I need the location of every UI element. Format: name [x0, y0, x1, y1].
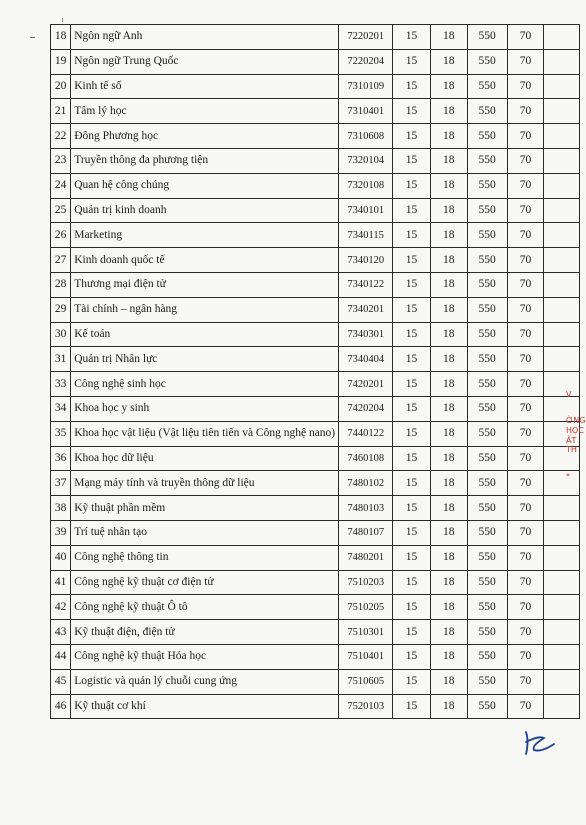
major-code: 7340101	[339, 198, 393, 223]
value-cell: 70	[507, 669, 544, 694]
major-code: 7340301	[339, 322, 393, 347]
major-code: 7440122	[339, 421, 393, 446]
row-number: 45	[51, 669, 71, 694]
major-code: 7460108	[339, 446, 393, 471]
value-cell: 550	[467, 496, 507, 521]
value-cell: 550	[467, 223, 507, 248]
major-code: 7310401	[339, 99, 393, 124]
stamp-text-line: *	[566, 472, 570, 481]
note-cell	[544, 545, 580, 570]
value-cell: 70	[507, 520, 544, 545]
table-row	[51, 148, 580, 173]
value-cell: 18	[430, 248, 467, 273]
table-row	[51, 347, 580, 372]
table-row	[51, 421, 580, 446]
major-code: 7480103	[339, 496, 393, 521]
table-row	[51, 272, 580, 297]
major-code: 7320104	[339, 148, 393, 173]
value-cell: 18	[430, 669, 467, 694]
value-cell: 550	[467, 620, 507, 645]
value-cell: 18	[430, 148, 467, 173]
value-cell: 550	[467, 396, 507, 421]
note-cell	[544, 347, 580, 372]
note-cell	[544, 595, 580, 620]
major-code: 7340404	[339, 347, 393, 372]
value-cell: 18	[430, 570, 467, 595]
row-number: 21	[51, 99, 71, 124]
value-cell: 15	[393, 322, 430, 347]
value-cell: 18	[430, 198, 467, 223]
majors-table-body	[51, 25, 586, 719]
value-cell: 70	[507, 148, 544, 173]
value-cell: 70	[507, 372, 544, 397]
note-cell	[544, 25, 580, 50]
value-cell: 550	[467, 99, 507, 124]
value-cell: 550	[467, 248, 507, 273]
table-row	[51, 49, 580, 74]
note-cell	[544, 520, 580, 545]
major-name: Kỹ thuật cơ khí	[71, 694, 339, 719]
value-cell: 550	[467, 421, 507, 446]
value-cell: 550	[467, 644, 507, 669]
value-cell: 70	[507, 644, 544, 669]
row-number: 46	[51, 694, 71, 719]
value-cell: 550	[467, 148, 507, 173]
value-cell: 70	[507, 25, 544, 50]
major-name: Khoa học y sinh	[71, 396, 339, 421]
major-name: Kế toán	[71, 322, 339, 347]
major-code: 7340115	[339, 223, 393, 248]
value-cell: 18	[430, 272, 467, 297]
major-code: 7340120	[339, 248, 393, 273]
value-cell: 18	[430, 297, 467, 322]
value-cell: 550	[467, 545, 507, 570]
value-cell: 70	[507, 694, 544, 719]
major-name: Quản trị kinh doanh	[71, 198, 339, 223]
table-row	[51, 223, 580, 248]
value-cell: 18	[430, 496, 467, 521]
major-code: 7510401	[339, 644, 393, 669]
value-cell: 70	[507, 124, 544, 149]
row-number: 24	[51, 173, 71, 198]
major-code: 7220201	[339, 25, 393, 50]
table-row	[51, 471, 580, 496]
row-number: 44	[51, 644, 71, 669]
note-cell	[544, 173, 580, 198]
value-cell: 15	[393, 372, 430, 397]
note-cell	[544, 99, 580, 124]
value-cell: 18	[430, 347, 467, 372]
table-row	[51, 322, 580, 347]
major-name: Ngôn ngữ Anh	[71, 25, 339, 50]
major-name: Quan hệ công chúng	[71, 173, 339, 198]
value-cell: 550	[467, 322, 507, 347]
major-name: Truyền thông đa phương tiện	[71, 148, 339, 173]
row-number: 27	[51, 248, 71, 273]
table-row	[51, 99, 580, 124]
row-number: 35	[51, 421, 71, 446]
table-row	[51, 396, 580, 421]
majors-table	[50, 24, 586, 719]
value-cell: 18	[430, 74, 467, 99]
value-cell: 550	[467, 74, 507, 99]
major-code: 7420201	[339, 372, 393, 397]
value-cell: 550	[467, 124, 507, 149]
major-name: Marketing	[71, 223, 339, 248]
row-number: 37	[51, 471, 71, 496]
value-cell: 15	[393, 49, 430, 74]
value-cell: 70	[507, 570, 544, 595]
value-cell: 15	[393, 99, 430, 124]
row-number: 22	[51, 124, 71, 149]
major-code: 7310608	[339, 124, 393, 149]
value-cell: 18	[430, 595, 467, 620]
note-cell	[544, 669, 580, 694]
value-cell: 70	[507, 74, 544, 99]
major-code: 7510205	[339, 595, 393, 620]
value-cell: 70	[507, 446, 544, 471]
value-cell: 15	[393, 570, 430, 595]
value-cell: 550	[467, 25, 507, 50]
major-name: Công nghệ thông tin	[71, 545, 339, 570]
value-cell: 15	[393, 545, 430, 570]
major-code: 7310109	[339, 74, 393, 99]
note-cell	[544, 248, 580, 273]
value-cell: 18	[430, 25, 467, 50]
major-code: 7340122	[339, 272, 393, 297]
row-number: 28	[51, 272, 71, 297]
value-cell: 18	[430, 520, 467, 545]
value-cell: 70	[507, 322, 544, 347]
row-number: 19	[51, 49, 71, 74]
table-row	[51, 297, 580, 322]
value-cell: 550	[467, 669, 507, 694]
value-cell: 70	[507, 297, 544, 322]
value-cell: 550	[467, 520, 507, 545]
major-code: 7420204	[339, 396, 393, 421]
major-name: Kinh doanh quốc tế	[71, 248, 339, 273]
table-row	[51, 496, 580, 521]
value-cell: 18	[430, 446, 467, 471]
table-row	[51, 520, 580, 545]
stamp-text-line: ẤT TH	[566, 436, 577, 454]
major-code: 7510605	[339, 669, 393, 694]
value-cell: 550	[467, 173, 507, 198]
note-cell	[544, 570, 580, 595]
value-cell: 70	[507, 471, 544, 496]
value-cell: 550	[467, 372, 507, 397]
major-name: Công nghệ sinh học	[71, 372, 339, 397]
value-cell: 550	[467, 347, 507, 372]
major-name: Khoa học vật liệu (Vật liệu tiên tiến và Công nghệ nano)	[71, 421, 339, 446]
value-cell: 70	[507, 595, 544, 620]
major-name: Thương mại điện tử	[71, 272, 339, 297]
table-row	[51, 74, 580, 99]
value-cell: 70	[507, 347, 544, 372]
note-cell	[544, 644, 580, 669]
page-mark	[62, 18, 63, 22]
value-cell: 15	[393, 520, 430, 545]
value-cell: 70	[507, 496, 544, 521]
value-cell: 70	[507, 248, 544, 273]
row-number: 40	[51, 545, 71, 570]
value-cell: 550	[467, 49, 507, 74]
note-cell	[544, 223, 580, 248]
value-cell: 15	[393, 396, 430, 421]
value-cell: 15	[393, 74, 430, 99]
table-row	[51, 620, 580, 645]
row-number: 39	[51, 520, 71, 545]
table-row	[51, 124, 580, 149]
value-cell: 70	[507, 396, 544, 421]
stamp-text-line: HỌC	[566, 426, 584, 435]
major-code: 7220204	[339, 49, 393, 74]
major-code: 7510203	[339, 570, 393, 595]
value-cell: 15	[393, 272, 430, 297]
row-number: 36	[51, 446, 71, 471]
value-cell: 15	[393, 669, 430, 694]
value-cell: 18	[430, 644, 467, 669]
row-number: 31	[51, 347, 71, 372]
major-name: Logistic và quản lý chuỗi cung ứng	[71, 669, 339, 694]
value-cell: 18	[430, 694, 467, 719]
value-cell: 15	[393, 446, 430, 471]
major-name: Kinh tế số	[71, 74, 339, 99]
row-number: 25	[51, 198, 71, 223]
value-cell: 18	[430, 322, 467, 347]
row-number: 42	[51, 595, 71, 620]
value-cell: 550	[467, 471, 507, 496]
value-cell: 18	[430, 223, 467, 248]
table-row	[51, 595, 580, 620]
row-number: 20	[51, 74, 71, 99]
row-number: 23	[51, 148, 71, 173]
value-cell: 15	[393, 644, 430, 669]
value-cell: 18	[430, 620, 467, 645]
value-cell: 550	[467, 694, 507, 719]
table-row	[51, 694, 580, 719]
major-code: 7340201	[339, 297, 393, 322]
value-cell: 18	[430, 372, 467, 397]
value-cell: 15	[393, 124, 430, 149]
value-cell: 15	[393, 471, 430, 496]
note-cell	[544, 694, 580, 719]
major-code: 7480201	[339, 545, 393, 570]
value-cell: 70	[507, 198, 544, 223]
value-cell: 550	[467, 446, 507, 471]
value-cell: 15	[393, 173, 430, 198]
stamp-text-line: V	[566, 390, 572, 399]
value-cell: 70	[507, 49, 544, 74]
table-row	[51, 25, 580, 50]
row-number: 38	[51, 496, 71, 521]
value-cell: 550	[467, 297, 507, 322]
value-cell: 18	[430, 421, 467, 446]
major-name: Tài chính – ngân hàng	[71, 297, 339, 322]
table-row	[51, 570, 580, 595]
value-cell: 15	[393, 421, 430, 446]
note-cell	[544, 322, 580, 347]
row-number: 41	[51, 570, 71, 595]
value-cell: 15	[393, 25, 430, 50]
row-number: 33	[51, 372, 71, 397]
table-row	[51, 644, 580, 669]
value-cell: 15	[393, 198, 430, 223]
table-row	[51, 545, 580, 570]
value-cell: 18	[430, 99, 467, 124]
major-name: Kỹ thuật phần mềm	[71, 496, 339, 521]
value-cell: 18	[430, 173, 467, 198]
note-cell	[544, 124, 580, 149]
value-cell: 15	[393, 297, 430, 322]
table-row	[51, 173, 580, 198]
value-cell: 550	[467, 595, 507, 620]
value-cell: 18	[430, 396, 467, 421]
table-row	[51, 669, 580, 694]
initials-signature	[520, 728, 560, 758]
note-cell	[544, 620, 580, 645]
value-cell: 70	[507, 421, 544, 446]
value-cell: 70	[507, 545, 544, 570]
value-cell: 18	[430, 471, 467, 496]
value-cell: 15	[393, 347, 430, 372]
major-name: Ngôn ngữ Trung Quốc	[71, 49, 339, 74]
note-cell	[544, 297, 580, 322]
row-number: 34	[51, 396, 71, 421]
note-cell	[544, 49, 580, 74]
stamp-text-line: ỜNG	[566, 416, 586, 425]
major-code: 7520103	[339, 694, 393, 719]
major-code: 7480102	[339, 471, 393, 496]
value-cell: 70	[507, 272, 544, 297]
row-number: 29	[51, 297, 71, 322]
major-name: Đông Phương học	[71, 124, 339, 149]
table-row	[51, 198, 580, 223]
value-cell: 15	[393, 148, 430, 173]
note-cell	[544, 74, 580, 99]
value-cell: 70	[507, 99, 544, 124]
row-number: 43	[51, 620, 71, 645]
value-cell: 550	[467, 272, 507, 297]
value-cell: 15	[393, 595, 430, 620]
major-code: 7480107	[339, 520, 393, 545]
value-cell: 15	[393, 620, 430, 645]
major-name: Công nghệ kỹ thuật cơ điện tử	[71, 570, 339, 595]
major-name: Quản trị Nhân lực	[71, 347, 339, 372]
row-number: 30	[51, 322, 71, 347]
major-code: 7510301	[339, 620, 393, 645]
note-cell	[544, 148, 580, 173]
value-cell: 15	[393, 223, 430, 248]
row-number: 18	[51, 25, 71, 50]
major-name: Kỹ thuật điện, điện tử	[71, 620, 339, 645]
red-stamp-fragment	[566, 372, 586, 502]
table-row	[51, 248, 580, 273]
page-mark	[30, 37, 35, 38]
major-name: Công nghệ kỹ thuật Ô tô	[71, 595, 339, 620]
value-cell: 15	[393, 496, 430, 521]
major-name: Mạng máy tính và truyền thông dữ liệu	[71, 471, 339, 496]
table-row	[51, 372, 580, 397]
value-cell: 70	[507, 620, 544, 645]
major-name: Công nghệ kỹ thuật Hóa học	[71, 644, 339, 669]
value-cell: 18	[430, 545, 467, 570]
value-cell: 18	[430, 49, 467, 74]
table-row	[51, 446, 580, 471]
value-cell: 15	[393, 694, 430, 719]
note-cell	[544, 198, 580, 223]
value-cell: 550	[467, 570, 507, 595]
value-cell: 70	[507, 173, 544, 198]
major-code: 7320108	[339, 173, 393, 198]
major-name: Tâm lý học	[71, 99, 339, 124]
value-cell: 70	[507, 223, 544, 248]
value-cell: 18	[430, 124, 467, 149]
value-cell: 550	[467, 198, 507, 223]
major-name: Khoa học dữ liệu	[71, 446, 339, 471]
row-number: 26	[51, 223, 71, 248]
value-cell: 15	[393, 248, 430, 273]
note-cell	[544, 272, 580, 297]
major-name: Trí tuệ nhân tạo	[71, 520, 339, 545]
